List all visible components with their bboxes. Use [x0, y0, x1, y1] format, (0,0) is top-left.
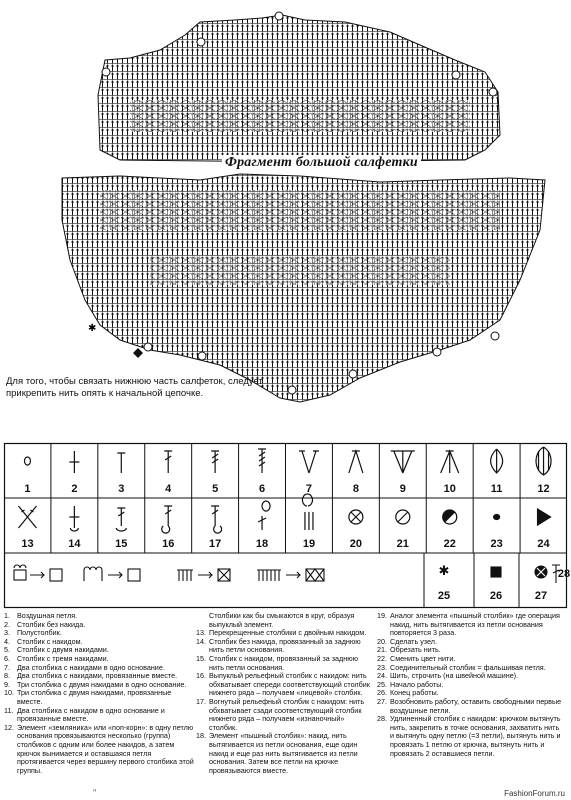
legend-number-28: 28 [557, 568, 571, 580]
legend-number-17: 17 [209, 538, 222, 550]
note-number: 4. [4, 636, 10, 646]
svg-text:✱: ✱ [438, 563, 450, 578]
note-number: 27. [377, 696, 387, 706]
note-text: Столбик без накида, провязанный за заднюю нить петли основания. [209, 636, 361, 655]
legend-number-6: 6 [258, 483, 266, 495]
note-item [196, 732, 371, 775]
note-number: 17. [196, 696, 206, 706]
watermark: FashionForum.ru [504, 789, 565, 798]
legend-number-18: 18 [255, 538, 269, 550]
note-number: 11. [4, 705, 14, 715]
legend-number-26: 26 [489, 590, 503, 602]
end-marker [133, 348, 143, 358]
note-item [196, 638, 371, 655]
legend-number-21: 21 [396, 538, 409, 550]
note-number: 25. [377, 679, 387, 689]
note-text: Удлиненный столбик с накидом: крючком вытянуть нить, закрепить в точке основания, захватить нить и вытянуть одну петлю (=3 петли), вытянуть нить и провязать 1 петлю от крючка, вытянуть нить и провязать 2 оставшиеся петли. [390, 714, 561, 758]
note-item [4, 724, 194, 776]
legend-number-4: 4 [165, 483, 172, 495]
note-text: Конец работы. [390, 688, 439, 698]
legend-number-19: 19 [302, 538, 316, 550]
note-number: 6. [4, 653, 10, 663]
note-text: Соединительный столбик = фальшивая петля. [390, 662, 546, 672]
note-item [196, 698, 371, 732]
note-number: 10. [4, 688, 14, 698]
legend-number-10: 10 [443, 483, 456, 495]
legend-number-1: 1 [24, 483, 31, 495]
legend-symbol-12 [536, 447, 551, 475]
note-number: 2. [4, 619, 10, 629]
legend-number-7: 7 [305, 483, 313, 495]
note-item [377, 698, 565, 715]
note-item [377, 612, 565, 638]
notes-section [0, 612, 571, 792]
notes-left [4, 612, 194, 775]
legend-number-24: 24 [537, 538, 550, 550]
note-text: Аналог элемента «пышный столбик» где операция накид, нить вытягивается из петли основания повторяется 3 раза. [390, 611, 560, 638]
note-number: 3. [4, 628, 10, 638]
note-number: 22. [377, 653, 387, 663]
note-number: 5. [4, 645, 10, 655]
note-text: Перекрещенные столбики с двойным накидом. [209, 628, 367, 638]
note-item [196, 655, 371, 672]
note-number: 15. [196, 653, 206, 663]
legend-number-9: 9 [399, 483, 406, 495]
legend-number-22: 22 [443, 538, 456, 550]
note-text: Выпуклый рельефный столбик с накидом: нить обхватывает спереди соответствующий столбик нижнего ряда – получаем «лицевой» столбик. [209, 671, 370, 698]
legend-number-2: 2 [71, 483, 78, 495]
note-number: 14. [196, 636, 206, 646]
note-number: 23. [377, 662, 387, 672]
legend-number-12: 12 [537, 483, 550, 495]
note-text: Столбик без накида. [17, 619, 86, 629]
note-text: Столбик с тремя накидами. [17, 653, 109, 663]
note-number: 21. [377, 645, 387, 655]
legend-number-14: 14 [68, 538, 81, 550]
upper-fragment [98, 15, 500, 162]
note-number: 12. [4, 722, 14, 732]
legend-number-8: 8 [352, 483, 359, 495]
note-number: 9. [4, 679, 10, 689]
note-number: 26. [377, 688, 387, 698]
note-text: Шить, строчить (на швейной машине). [390, 671, 519, 681]
note-item [196, 612, 371, 629]
note-text: Столбик с накидом, провязанный за заднюю нить петли основания. [209, 653, 359, 672]
note-number: 24. [377, 671, 387, 681]
note-number: 28. [377, 714, 387, 724]
note-text: Столбик с двумя накидами. [17, 645, 109, 655]
note-number: 18. [196, 731, 206, 741]
note-text: Столбик с накидом. [17, 636, 83, 646]
legend-number-13: 13 [21, 538, 34, 550]
legend-number-5: 5 [212, 483, 219, 495]
note-text: Сделать узел. [390, 636, 437, 646]
note-text: Воздушная петля. [17, 611, 78, 620]
page-sign: " [93, 788, 97, 797]
note-text: Обрезать нить. [390, 645, 441, 655]
instruction-text: Для того, чтобы связать нижнюю часть салфеток, следует прикрепить нить опять к начальной цепочке. [6, 376, 263, 399]
note-text: Вогнутый рельефный столбик с накидом: нить обхватывает сзади соответствующий столбик нижнего ряда – получаем «изнаночный» столбик. [209, 696, 365, 732]
start-marker: ✱ [88, 323, 97, 334]
note-text: Начало работы. [390, 679, 444, 689]
note-item [4, 707, 194, 724]
note-text: Столбики как бы смыкаются в круг, образуя выпуклый элемент. [209, 611, 355, 629]
symbol-legend [4, 443, 571, 608]
note-number: 8. [4, 671, 10, 681]
note-number: 16. [196, 671, 206, 681]
legend-number-16: 16 [162, 538, 175, 550]
note-text: Два столбика с накидами в одно основание. [17, 662, 165, 672]
legend-number-27: 27 [534, 590, 548, 602]
note-number: 13. [196, 628, 206, 638]
note-text: Элемент «земляника» или «поп-корн»: в одну петлю основания провязываются несколько (группа) столбиков с одним или более накидов, а затем крючок вынимается и оставшаяся петля протягивается через вершину первого столбика этой группы. [17, 722, 194, 775]
note-number: 19. [377, 611, 387, 620]
chart-title: Фрагмент большой салфетки [222, 155, 421, 171]
note-text: Возобновить работу, оставить свободными первые воздушные петли. [390, 696, 562, 715]
note-text: Элемент «пышный столбик»: накид, нить вытягивается из петли основания, еще один накид и еще раз нить вытягивается из петли основания. Затем все петли на крючке провязываются вместе. [209, 731, 358, 775]
legend-number-11: 11 [490, 483, 503, 495]
note-text: Два столбика с накидами, провязанные вместе. [17, 671, 178, 681]
legend-number-20: 20 [349, 538, 362, 550]
note-text: Сменить цвет нити. [390, 653, 456, 663]
note-number: 7. [4, 662, 10, 672]
note-item [196, 672, 371, 698]
legend-number-15: 15 [115, 538, 128, 550]
legend-number-23: 23 [490, 538, 503, 550]
note-item [4, 689, 194, 706]
note-number: 20. [377, 636, 387, 646]
legend-number-25: 25 [437, 590, 451, 602]
note-text: Полустолбик. [17, 628, 62, 638]
note-text: Два столбика с накидом в одно основание и провязанные вместе. [17, 705, 165, 724]
legend-number-3: 3 [118, 483, 125, 495]
notes-mid [196, 612, 371, 775]
notes-right [377, 612, 565, 758]
note-number [196, 612, 209, 629]
note-item [377, 715, 565, 758]
legend-grid [4, 443, 571, 608]
note-text: Три столбика с двумя накидами, провязанные вместе. [17, 688, 172, 706]
legend-symbol-23 [494, 515, 500, 520]
note-number: 1. [4, 611, 10, 620]
note-text: Три столбика с двумя накидами в одно основание. [17, 679, 187, 689]
